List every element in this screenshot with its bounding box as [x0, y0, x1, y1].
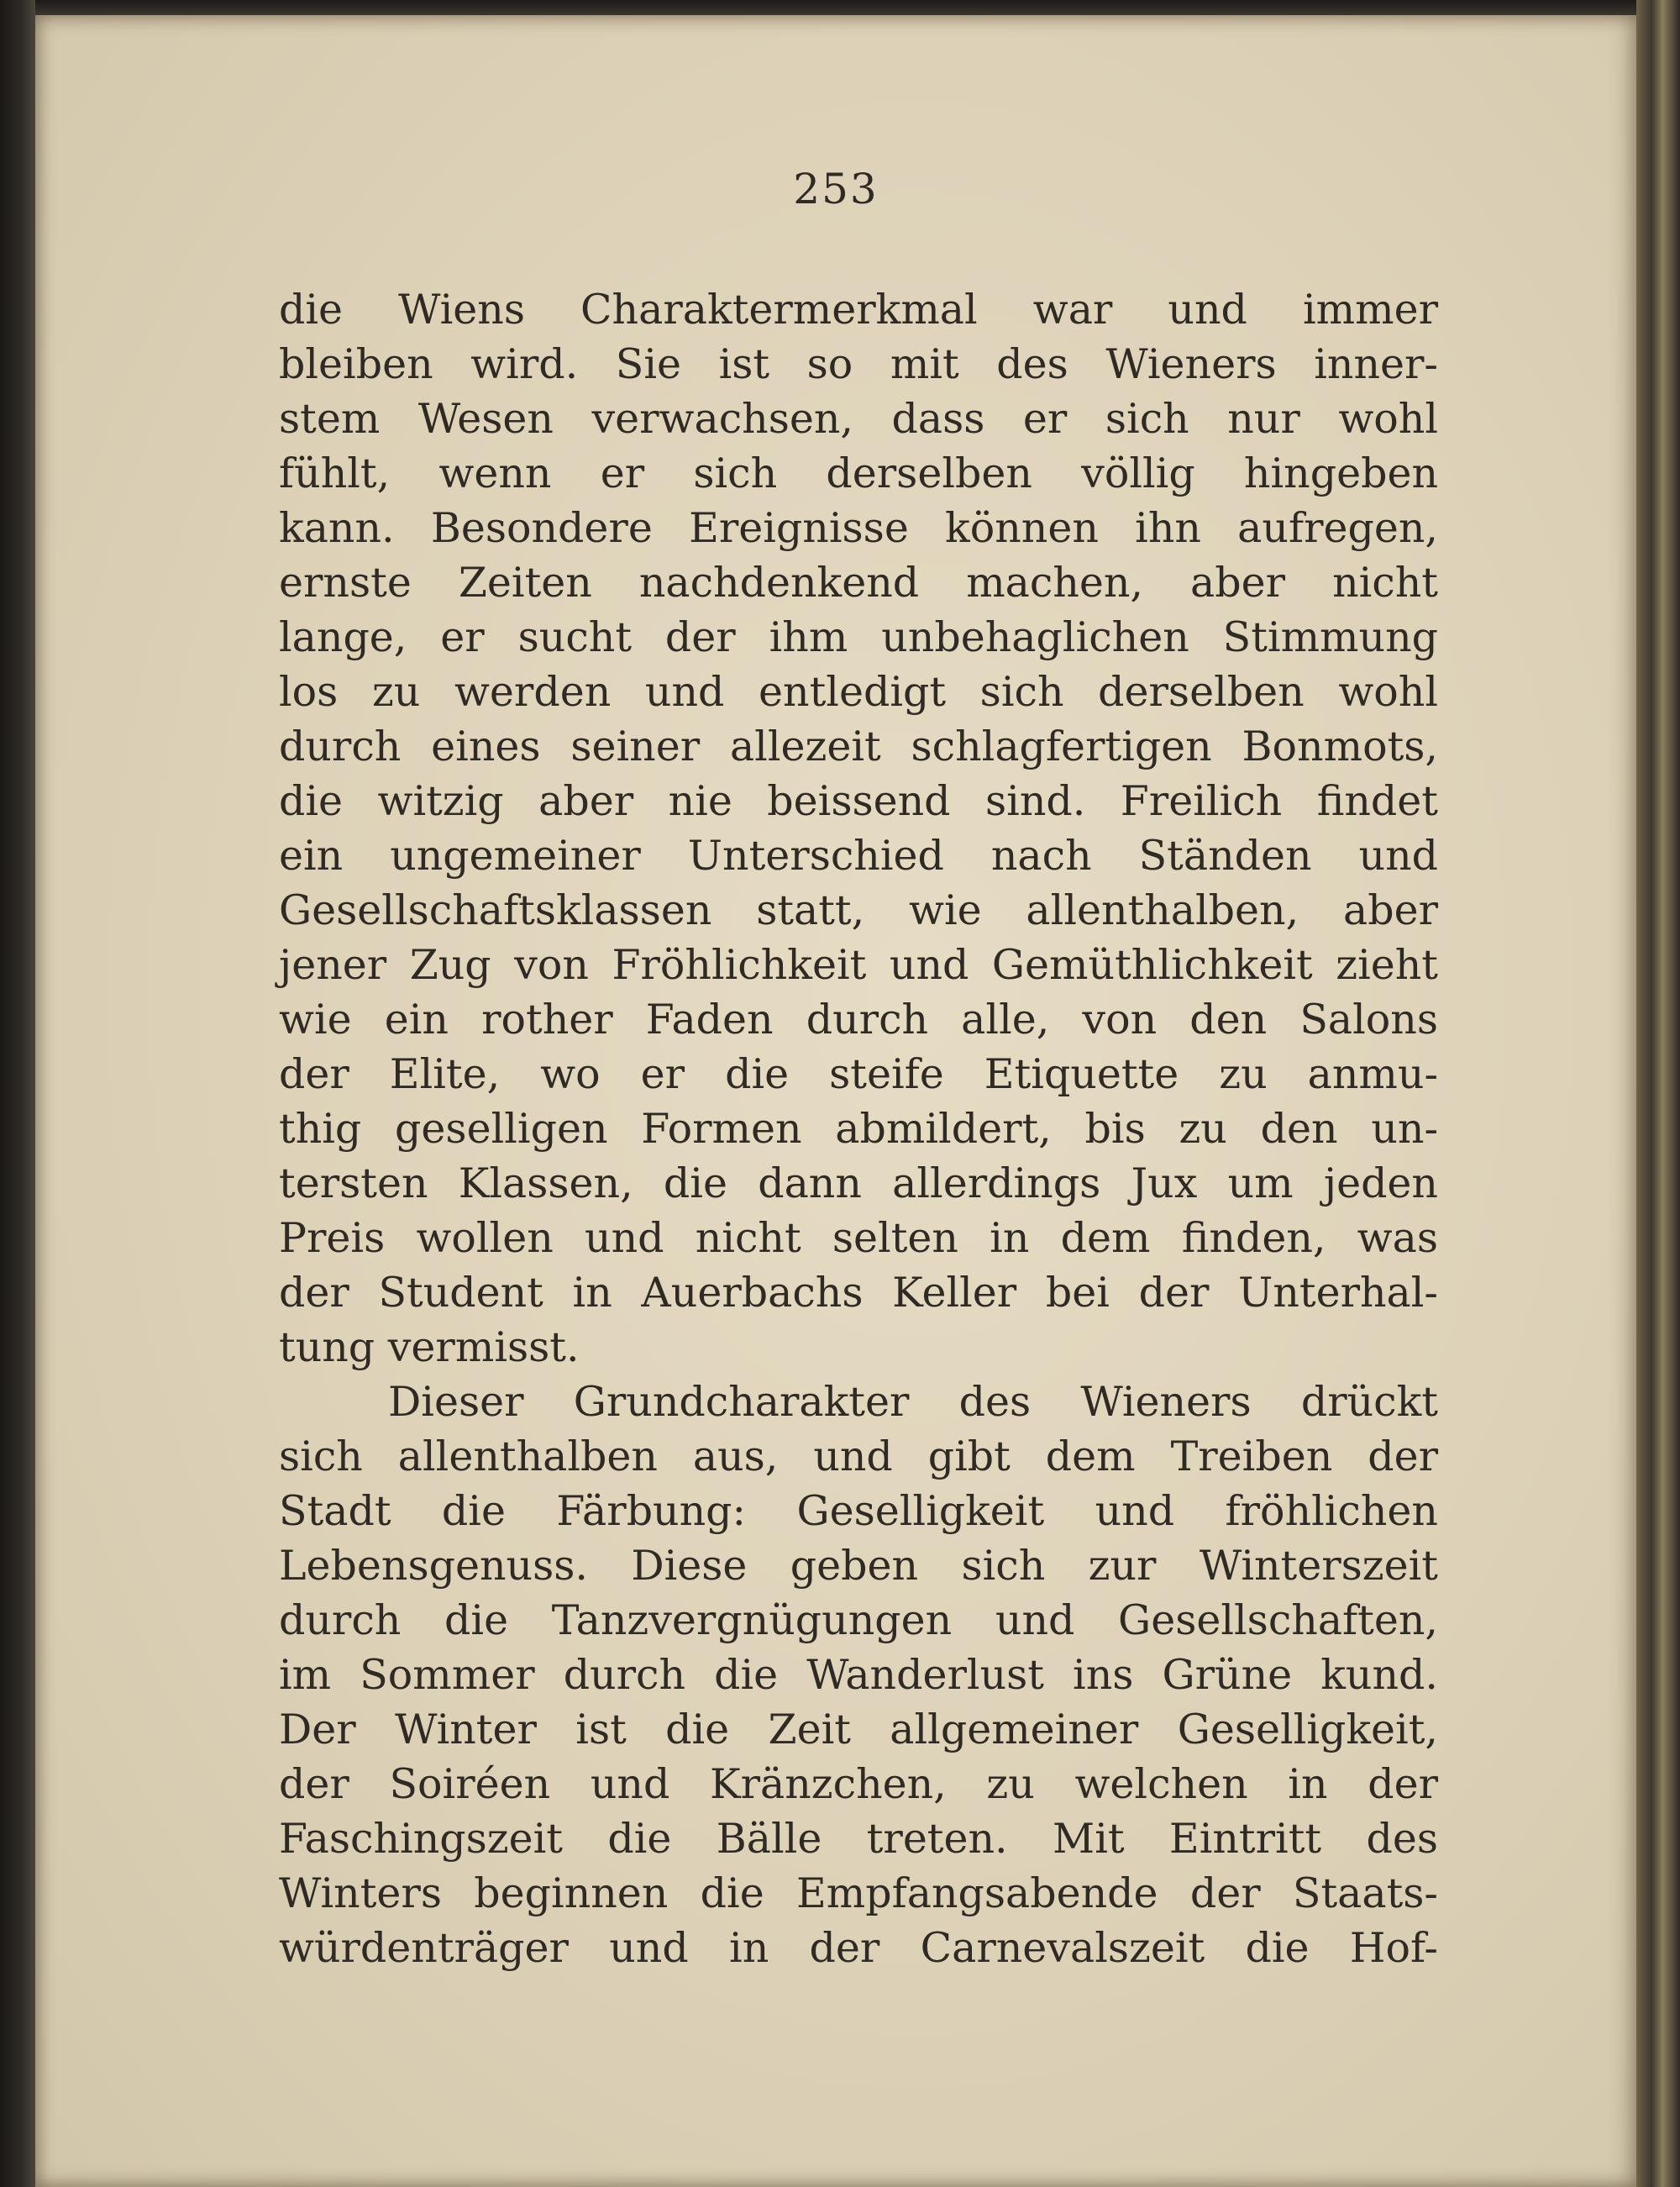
- text-line: thig geselligen Formen abmildert, bis zu den un-: [279, 1105, 1438, 1153]
- text-line: würdenträger und in der Carnevalszeit die Hof-: [279, 1924, 1438, 1972]
- text-line: Lebensgenuss. Diese geben sich zur Winterszeit: [279, 1542, 1438, 1590]
- text-line: der Student in Auerbachs Keller bei der Unterhal-: [279, 1269, 1438, 1317]
- body-text: [279, 282, 1438, 1975]
- text-line: der Elite, wo er die steife Etiquette zu anmu-: [279, 1050, 1438, 1098]
- book-gutter: [0, 0, 35, 2187]
- text-line: Dieser Grundcharakter des Wieners drückt: [388, 1378, 1438, 1426]
- text-line: im Sommer durch die Wanderlust ins Grüne kund.: [279, 1651, 1438, 1699]
- paragraph: [279, 1375, 1438, 1975]
- paragraph: [279, 282, 1438, 1375]
- page-number: 253: [793, 165, 879, 213]
- text-line: Stadt die Färbung: Geselligkeit und fröhlichen: [279, 1487, 1438, 1535]
- text-line: der Soiréen und Kränzchen, zu welchen in der: [279, 1760, 1438, 1808]
- text-line: jener Zug von Fröhlichkeit und Gemüthlichkeit zieht: [279, 941, 1438, 989]
- text-line: durch eines seiner allezeit schlagfertigen Bonmots,: [279, 723, 1438, 770]
- text-line: tersten Klassen, die dann allerdings Jux um jeden: [279, 1159, 1438, 1207]
- text-line: tung vermisst.: [279, 1323, 580, 1371]
- text-line: fühlt, wenn er sich derselben völlig hingeben: [279, 449, 1438, 497]
- book-fore-edge: [1636, 0, 1680, 2187]
- text-line: kann. Besondere Ereignisse können ihn aufregen,: [279, 504, 1438, 552]
- book-page: [35, 15, 1636, 2187]
- text-line: die witzig aber nie beissend sind. Freilich findet: [279, 777, 1438, 825]
- text-line: Faschingszeit die Bälle treten. Mit Eintritt des: [279, 1815, 1438, 1863]
- text-line: sich allenthalben aus, und gibt dem Treiben der: [279, 1433, 1438, 1480]
- text-line: durch die Tanzvergnügungen und Gesellschaften,: [279, 1596, 1438, 1644]
- text-line: die Wiens Charaktermerkmal war und immer: [279, 286, 1438, 334]
- text-line: los zu werden und entledigt sich derselben wohl: [279, 668, 1438, 716]
- text-line: lange, er sucht der ihm unbehaglichen Stimmung: [279, 613, 1438, 661]
- text-line: bleiben wird. Sie ist so mit des Wieners inner-: [279, 340, 1438, 388]
- text-line: Winters beginnen die Empfangsabende der Staats-: [279, 1869, 1438, 1917]
- text-line: Der Winter ist die Zeit allgemeiner Geselligkeit,: [279, 1706, 1438, 1753]
- text-line: Gesellschaftsklassen statt, wie allenthalben, aber: [279, 886, 1438, 934]
- text-line: Preis wollen und nicht selten in dem finden, was: [279, 1214, 1438, 1262]
- text-line: ein ungemeiner Unterschied nach Ständen und: [279, 832, 1438, 880]
- text-line: stem Wesen verwachsen, dass er sich nur wohl: [279, 395, 1438, 443]
- text-line: ernste Zeiten nachdenkend machen, aber nicht: [279, 559, 1438, 607]
- text-line: wie ein rother Faden durch alle, von den Salons: [279, 996, 1438, 1044]
- book-top-edge: [0, 0, 1680, 15]
